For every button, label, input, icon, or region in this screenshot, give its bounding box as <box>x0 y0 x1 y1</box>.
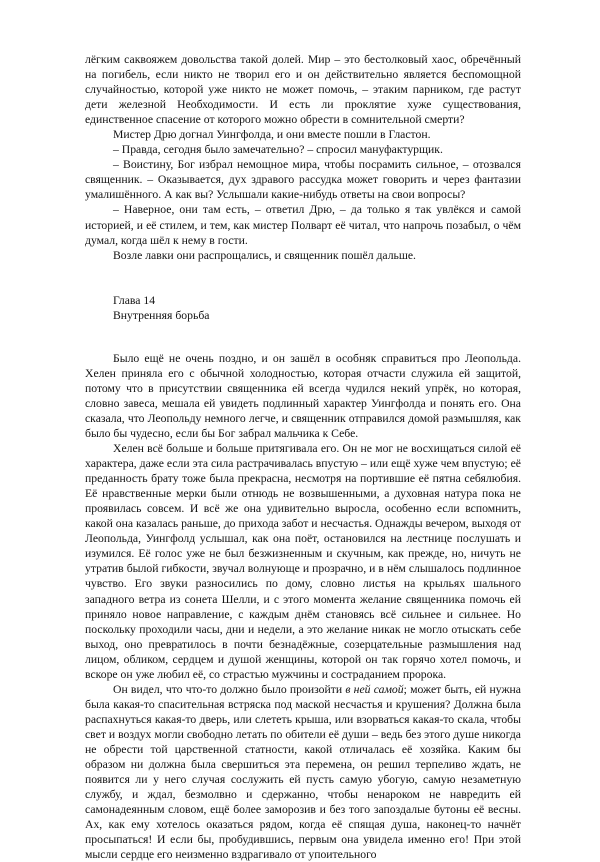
paragraph-continuation: лёгким саквояжем довольства такой долей. Мир – это бестолковый хаос, обречённый на погибель, если никто не творил его и он действительно является беспомощной случайностью, которой уже никто не может помочь, – этаким парником, где растут дети железной Необходимости. И есть ли проклятие хуже существования, единственное спасение от которого можно обрести в сомнительной смерти? <box>85 53 521 127</box>
dialogue-line: – Воистину, Бог избрал немощное мира, чтобы посрамить сильное, – отозвался священник. – Оказывается, дух здравого рассудка может говорить и через фантазии умалишённого. А как вы? Услышали какие-нибудь ответы на свои вопросы? <box>85 158 521 202</box>
chapter-heading <box>85 293 521 323</box>
paragraph: Было ещё не очень поздно, и он зашёл в особняк справиться про Леопольда. Хелен приняла его с обычной холодностью, которая отчасти служила ей защитой, потому что в присутствии священника ей всегда чудился некий упрёк, но которая, словно завеса, мешала ей увидеть подлинный характер Уингфолда и понять его. Она сказала, что Леопольду немного легче, и священник отправился домой размышляя, как было бы чудесно, если бы Бог забрал мальчика к Себе. <box>85 351 521 440</box>
chapter-title: Внутренняя борьба <box>113 308 210 322</box>
paragraph: Возле лавки они распрощались, и священник пошёл дальше. <box>113 248 416 262</box>
chapter-number: Глава 14 <box>113 293 156 307</box>
paragraph: Хелен всё больше и больше притягивала его. Он не мог не восхищаться силой её характера, даже если эта сила растрачивалась впустую – или ещё хуже чем впустую; её преданность брату тоже была прекрасна, несмотря на портившие её пятна себялюбия. Её нравственные мерки были отнюдь не возвышенными, а духовная натура пока не проявилась совсем. И всё же она удивительно выросла, особенно если вспомнить, какой она казалась раньше, до прихода забот и несчастья. Однажды вечером, выходя от Леопольда, Уингфолд услышал, как она поёт, остановился на лестнице послушать и изумился. Её голос уже не был безжизненным и скучным, как прежде, но, ничуть не утратив былой гибкости, звучал волнующе и прозрачно, и в нём слышалось подлинное чувство. Его звуки разносились по дому, словно листья на крыльях шального западного ветра из сонета Шелли, и с этого момента желание священника помочь ей приняло новое направление, с каждым днём становясь всё сильнее и сильнее. Но поскольку проходили часы, дни и недели, а это желание никак не могло отыскать себе выход, оно превратилось в почти безнадёжные, созерцательные размышления над лицом, обликом, сердцем и душой женщины, которой он так горячо хотел помочь, и вскоре он уже любил её, со страстью мужчины и состраданием пророка. <box>85 442 521 681</box>
page-text-body <box>85 52 521 862</box>
paragraph-with-emphasis <box>85 682 521 862</box>
paragraph: Мистер Дрю догнал Уингфолда, и они вместе пошли в Гластон. <box>113 128 431 142</box>
dialogue-line: – Наверное, они там есть, – ответил Дрю, – да только я так увлёкся и самой историей, и её стилем, и тем, как мистер Полварт её читал, что напрочь позабыл, о чём думал, когда шёл к нему в гости. <box>85 203 521 247</box>
text-segment-after-emphasis: ; может быть, ей нужна была какая-то спасительная встряска под маской несчастья и крушения? Должна была распахнуться какая-то дверь, или слететь крыша, или взорваться какая-то скала, чтобы свет и воздух могли свободно летать по обители её души – ведь без этого душе никогда не обрести той царственной статности, какой отличалась её хозяйка. Каким бы образом ни должна была свершиться эта перемена, он решил терпеливо ждать, не появится ли у него случая сослужить ей пусть самую убогую, самую незаметную службу, и ждал, безмолвно и сдержанно, чтобы ненароком не навредить ей самонадеянным словом, ещё более заморозив и без того запоздалые бутоны её весны. Ах, как ему хотелось оказаться рядом, когда её спящая душа, наконец-то начнёт просыпаться! И если бы, пробудившись, первым она увидела именно его! При этой мысли сердце его неизменно вздрагивало от упоительного <box>85 682 521 862</box>
dialogue-line: – Правда, сегодня было замечательно? – спросил мануфактурщик. <box>113 143 443 157</box>
text-segment-before-emphasis: Он видел, что что-то должно было произойти <box>113 682 346 696</box>
emphasized-phrase: в ней самой <box>345 682 404 696</box>
